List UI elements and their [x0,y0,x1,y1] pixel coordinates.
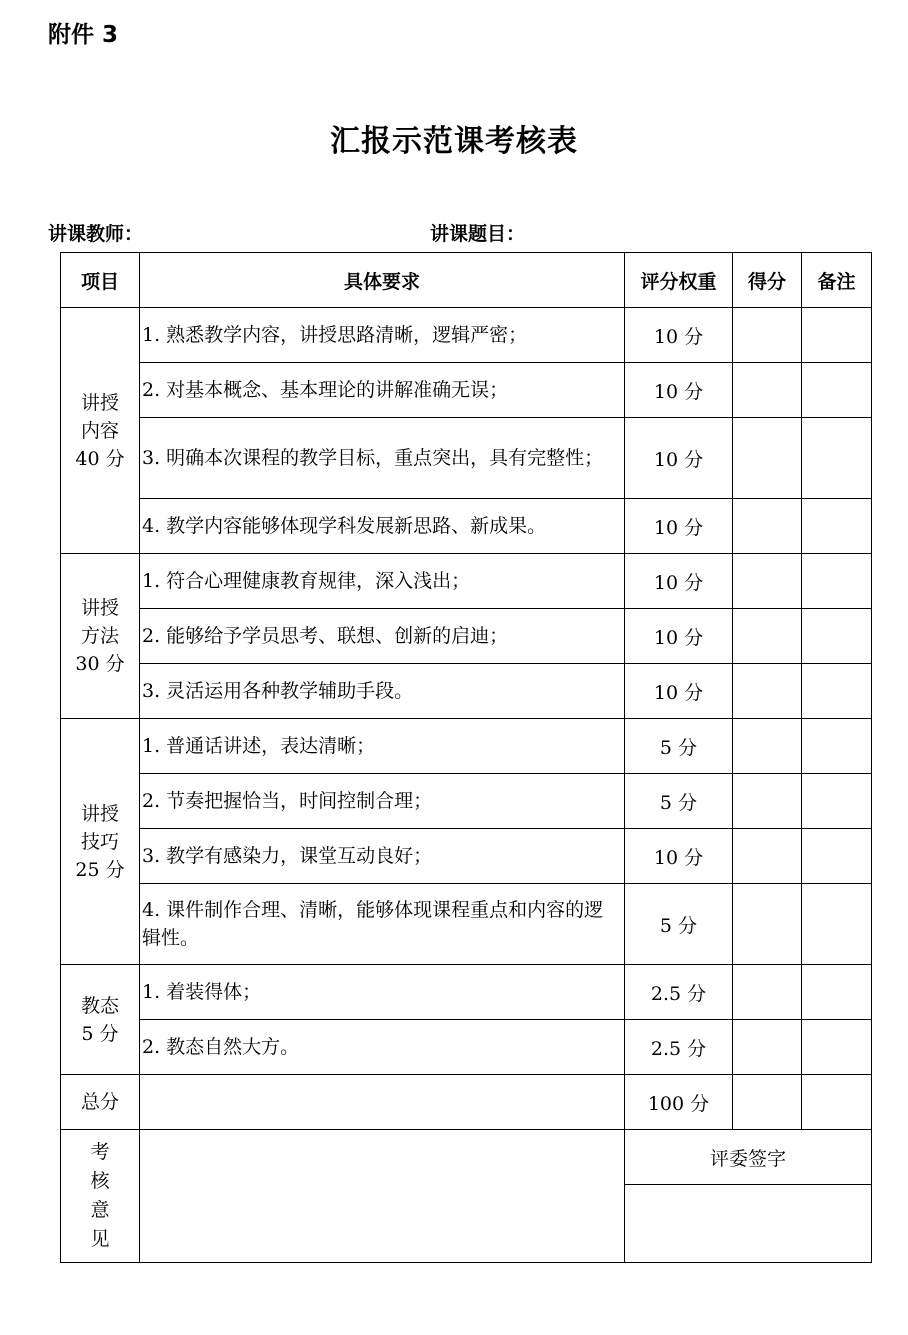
table-row [61,363,872,418]
total-remark-cell[interactable] [802,1075,872,1130]
category-line: 40 分 [75,447,125,470]
table-row [61,719,872,774]
requirement-cell: 2. 对基本概念、基本理论的讲解准确无误； [140,363,625,418]
category-line: 讲授 [80,597,119,619]
weight-cell: 10 分 [625,829,733,884]
category-line: 25 分 [75,858,125,881]
table-row [61,829,872,884]
category-line: 技巧 [80,830,119,853]
opinion-label-char: 意 [90,1199,110,1221]
requirement-cell: 1. 着装得体； [140,965,625,1020]
score-cell[interactable] [733,829,802,884]
weight-cell: 10 分 [625,664,733,719]
remark-cell[interactable] [802,1020,872,1075]
weight-cell: 10 分 [625,363,733,418]
weight-cell: 5 分 [625,884,733,965]
table-row [61,554,872,609]
score-cell[interactable] [733,965,802,1020]
weight-cell: 2.5 分 [625,1020,733,1075]
table-row [61,499,872,554]
remark-cell[interactable] [802,829,872,884]
table-row [61,1020,872,1075]
score-cell[interactable] [733,664,802,719]
total-row [61,1075,872,1130]
weight-cell: 5 分 [625,719,733,774]
score-cell[interactable] [733,308,802,363]
category-line: 讲授 [80,802,119,825]
score-cell[interactable] [733,719,802,774]
category-cell [61,965,140,1075]
table-row [61,884,872,965]
total-score-cell[interactable] [733,1075,802,1130]
score-cell[interactable] [733,499,802,554]
table-row [61,965,872,1020]
score-cell[interactable] [733,554,802,609]
remark-cell[interactable] [802,965,872,1020]
remark-cell[interactable] [802,363,872,418]
remark-cell[interactable] [802,774,872,829]
attachment-label: 附件 3 [48,22,119,48]
table-row [61,774,872,829]
category-line: 5 分 [81,1022,119,1045]
opinion-label-char: 核 [90,1170,110,1192]
table-row [61,664,872,719]
remark-cell[interactable] [802,308,872,363]
remark-cell[interactable] [802,664,872,719]
remark-cell[interactable] [802,499,872,554]
total-requirement-cell [140,1075,625,1130]
teacher-label: 讲课教师： [48,223,144,245]
opinion-label-char: 见 [90,1228,110,1250]
category-line: 内容 [80,419,119,442]
remark-cell[interactable] [802,884,872,965]
requirement-cell: 2. 能够给予学员思考、联想、创新的启迪； [140,609,625,664]
requirement-cell: 3. 明确本次课程的教学目标，重点突出，具有完整性； [140,418,625,499]
requirement-cell: 1. 符合心理健康教育规律，深入浅出； [140,554,625,609]
total-label: 总分 [61,1075,140,1130]
opinion-label [61,1130,140,1263]
category-line: 方法 [80,625,119,647]
score-cell[interactable] [733,418,802,499]
remark-cell[interactable] [802,554,872,609]
header-weight: 评分权重 [625,253,733,308]
weight-cell: 10 分 [625,499,733,554]
weight-cell: 10 分 [625,609,733,664]
table-row [61,308,872,363]
weight-cell: 2.5 分 [625,965,733,1020]
requirement-cell: 4. 教学内容能够体现学科发展新思路、新成果。 [140,499,625,554]
table-row [61,609,872,664]
score-cell[interactable] [733,363,802,418]
requirement-cell: 3. 教学有感染力，课堂互动良好； [140,829,625,884]
category-line: 讲授 [80,391,119,414]
signature-label: 评委签字 [625,1130,872,1185]
opinion-row [61,1130,872,1185]
weight-cell: 10 分 [625,418,733,499]
score-cell[interactable] [733,774,802,829]
header-remark: 备注 [802,253,872,308]
category-line: 30 分 [75,653,125,675]
category-cell [61,554,140,719]
remark-cell[interactable] [802,418,872,499]
remark-cell[interactable] [802,609,872,664]
topic-label: 讲课题目： [430,223,526,245]
score-cell[interactable] [733,1020,802,1075]
score-cell[interactable] [733,609,802,664]
requirement-cell: 4. 课件制作合理、清晰，能够体现课程重点和内容的逻辑性。 [140,884,625,965]
category-cell [61,719,140,965]
weight-cell: 10 分 [625,308,733,363]
opinion-content-cell[interactable] [140,1130,625,1263]
opinion-label-char: 考 [90,1141,110,1163]
requirement-cell: 2. 节奏把握恰当，时间控制合理； [140,774,625,829]
requirement-cell: 2. 教态自然大方。 [140,1020,625,1075]
weight-cell: 10 分 [625,554,733,609]
table-row [61,418,872,499]
category-line: 教态 [80,994,119,1017]
header-requirement: 具体要求 [140,253,625,308]
header-item: 项目 [61,253,140,308]
remark-cell[interactable] [802,719,872,774]
header-score: 得分 [733,253,802,308]
weight-cell: 5 分 [625,774,733,829]
requirement-cell: 1. 熟悉教学内容，讲授思路清晰，逻辑严密； [140,308,625,363]
category-cell [61,308,140,554]
score-cell[interactable] [733,884,802,965]
total-weight: 100 分 [625,1075,733,1130]
header-row [61,253,872,308]
page-title: 汇报示范课考核表 [330,124,578,159]
signature-cell[interactable] [625,1185,872,1263]
requirement-cell: 1. 普通话讲述，表达清晰； [140,719,625,774]
requirement-cell: 3. 灵活运用各种教学辅助手段。 [140,664,625,719]
evaluation-table [60,252,872,1263]
